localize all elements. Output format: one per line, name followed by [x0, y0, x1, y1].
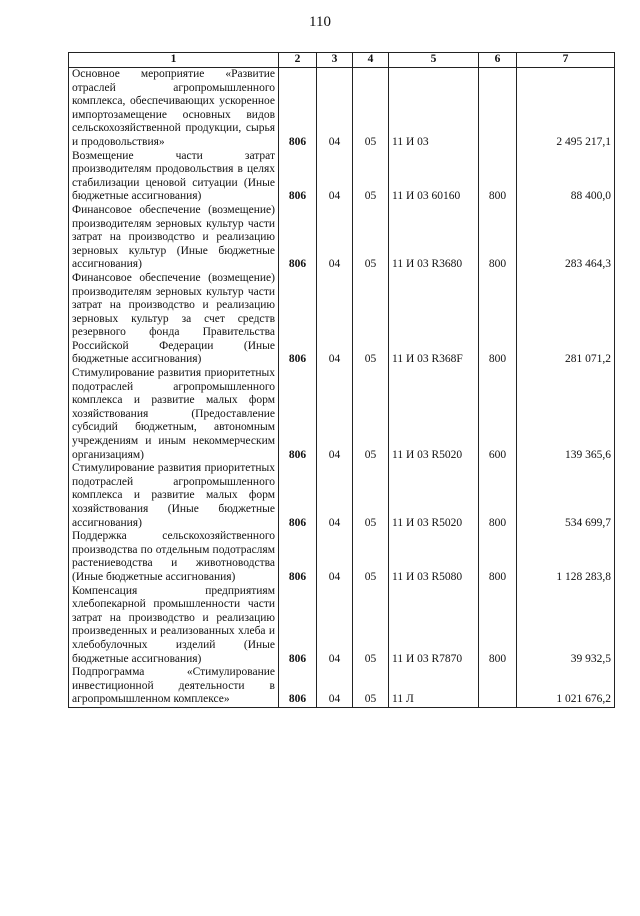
section-code: 04	[317, 530, 353, 584]
header-col-4: 4	[353, 53, 389, 68]
target-article-code: 11 И 03 R5020	[389, 367, 479, 462]
table-row	[69, 150, 615, 204]
ministry-code: 806	[279, 204, 317, 272]
amount: 283 464,3	[517, 204, 615, 272]
subsection-code: 05	[353, 68, 389, 150]
expense-name: Возмещение части затрат производителям продовольствия в целях стабилизации ценовой ситуации (Иные бюджетные ассигнования)	[69, 150, 279, 204]
table-row	[69, 462, 615, 530]
table-row	[69, 272, 615, 367]
expense-name: Финансовое обеспечение (возмещение) производителям зерновых культур части затрат на производство и реализацию зерновых культур (Иные бюджетные ассигнования)	[69, 204, 279, 272]
ministry-code: 806	[279, 68, 317, 150]
target-article-code: 11 И 03 R5020	[389, 462, 479, 530]
target-article-code: 11 И 03 R368F	[389, 272, 479, 367]
subsection-code: 05	[353, 666, 389, 707]
target-article-code: 11 И 03 R5080	[389, 530, 479, 584]
amount: 1 128 283,8	[517, 530, 615, 584]
ministry-code: 806	[279, 666, 317, 707]
expense-name: Поддержка сельскохозяйственного производства по отдельным подотраслям растениеводства и животноводства (Иные бюджетные ассигнования)	[69, 530, 279, 584]
subsection-code: 05	[353, 150, 389, 204]
amount: 534 699,7	[517, 462, 615, 530]
section-code: 04	[317, 204, 353, 272]
subsection-code: 05	[353, 462, 389, 530]
header-col-2: 2	[279, 53, 317, 68]
ministry-code: 806	[279, 367, 317, 462]
ministry-code: 806	[279, 530, 317, 584]
expense-type-code: 800	[479, 272, 517, 367]
section-code: 04	[317, 150, 353, 204]
page-number: 110	[309, 14, 331, 30]
header-col-5: 5	[389, 53, 479, 68]
amount: 1 021 676,2	[517, 666, 615, 707]
expense-type-code: 800	[479, 462, 517, 530]
subsection-code: 05	[353, 585, 389, 667]
table-row	[69, 530, 615, 584]
expense-type-code: 800	[479, 204, 517, 272]
section-code: 04	[317, 462, 353, 530]
target-article-code: 11 И 03	[389, 68, 479, 150]
target-article-code: 11 И 03 R7870	[389, 585, 479, 667]
ministry-code: 806	[279, 150, 317, 204]
header-row	[69, 53, 615, 68]
section-code: 04	[317, 666, 353, 707]
table-row	[69, 367, 615, 462]
expense-type-code: 800	[479, 150, 517, 204]
table-row	[69, 68, 615, 150]
subsection-code: 05	[353, 204, 389, 272]
header-col-3: 3	[317, 53, 353, 68]
target-article-code: 11 И 03 60160	[389, 150, 479, 204]
target-article-code: 11 Л	[389, 666, 479, 707]
amount: 2 495 217,1	[517, 68, 615, 150]
expense-type-code: 800	[479, 585, 517, 667]
expense-name: Стимулирование развития приоритетных подотраслей агропромышленного комплекса и развитие малых форм хозяйствования (Иные бюджетные ассигнования)	[69, 462, 279, 530]
expense-type-code: 800	[479, 530, 517, 584]
amount: 139 365,6	[517, 367, 615, 462]
expense-name: Подпрограмма «Стимулирование инвестиционной деятельности в агропромышленном комплексе»	[69, 666, 279, 707]
section-code: 04	[317, 272, 353, 367]
expense-name: Финансовое обеспечение (возмещение) производителям зерновых культур части затрат на производство и реализацию зерновых культур за счет средств резервного фонда Правительства Российской Федерации (Иные бюджетные ассигнования)	[69, 272, 279, 367]
header-col-6: 6	[479, 53, 517, 68]
table-row	[69, 204, 615, 272]
budget-table	[68, 52, 615, 708]
amount: 281 071,2	[517, 272, 615, 367]
expense-name: Основное мероприятие «Развитие отраслей агропромышленного комплекса, обеспечивающих ускоренное импортозамещение основных видов сельскохозяйственной продукции, сырья и продовольствия»	[69, 68, 279, 150]
ministry-code: 806	[279, 585, 317, 667]
ministry-code: 806	[279, 462, 317, 530]
amount: 39 932,5	[517, 585, 615, 667]
header-col-1: 1	[69, 53, 279, 68]
amount: 88 400,0	[517, 150, 615, 204]
target-article-code: 11 И 03 R3680	[389, 204, 479, 272]
table-row	[69, 585, 615, 667]
subsection-code: 05	[353, 272, 389, 367]
table-row	[69, 666, 615, 707]
ministry-code: 806	[279, 272, 317, 367]
subsection-code: 05	[353, 530, 389, 584]
expense-type-code	[479, 68, 517, 150]
expense-type-code: 600	[479, 367, 517, 462]
section-code: 04	[317, 585, 353, 667]
subsection-code: 05	[353, 367, 389, 462]
expense-name: Стимулирование развития приоритетных подотраслей агропромышленного комплекса и развитие малых форм хозяйствования (Предоставление субсидий бюджетным, автономным учреждениям и иным некоммерческим организациям)	[69, 367, 279, 462]
header-col-7: 7	[517, 53, 615, 68]
section-code: 04	[317, 367, 353, 462]
expense-name: Компенсация предприятиям хлебопекарной промышленности части затрат на производство и реализацию произведенных и реализованных хлеба и хлебобулочных изделий (Иные бюджетные ассигнования)	[69, 585, 279, 667]
expense-type-code	[479, 666, 517, 707]
section-code: 04	[317, 68, 353, 150]
